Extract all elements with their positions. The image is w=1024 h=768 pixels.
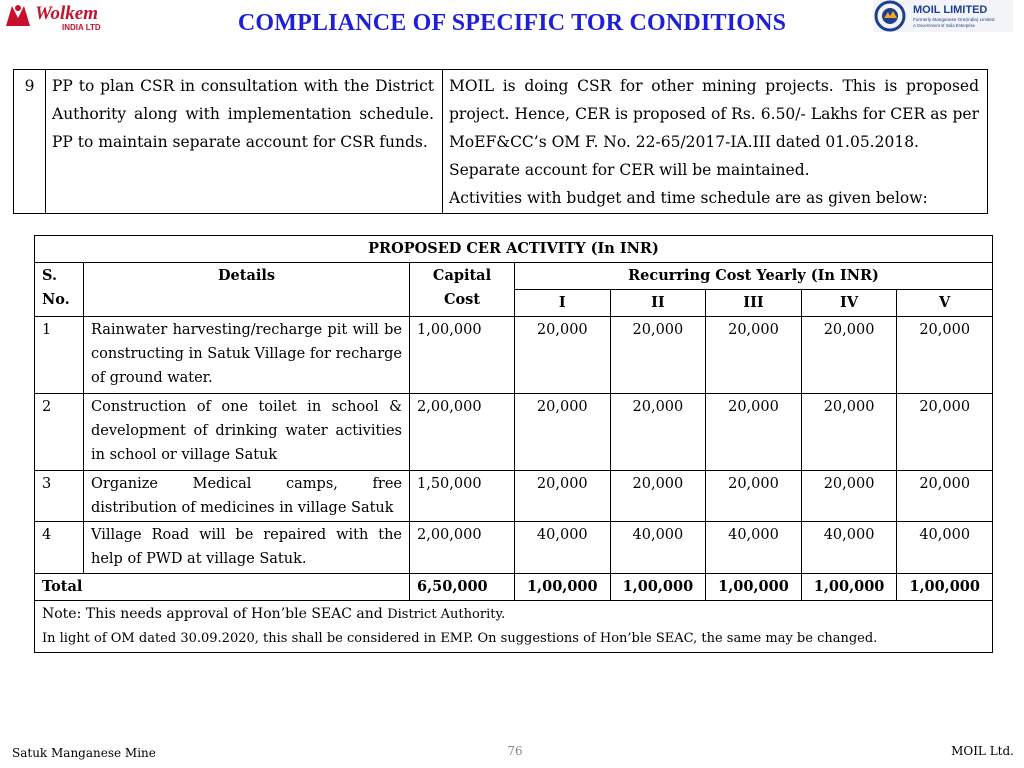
- row-capital-cost: 1,50,000: [410, 471, 515, 522]
- compliance-line: Separate account for CER will be maintained.: [449, 161, 810, 179]
- row-year-cost: 40,000: [610, 522, 706, 574]
- header-recurring-cost: Recurring Cost Yearly (In INR): [515, 263, 993, 290]
- page-number: 76: [507, 744, 523, 758]
- row-year-cost: 20,000: [515, 317, 611, 394]
- row-year-cost: 40,000: [515, 522, 611, 574]
- total-year-cost: 1,00,000: [515, 574, 611, 601]
- row-year-cost: 20,000: [706, 394, 802, 471]
- total-year-cost: 1,00,000: [801, 574, 897, 601]
- note-cell: [35, 601, 993, 653]
- header-year: I: [515, 290, 611, 317]
- table-row: [35, 522, 993, 574]
- row-details: Village Road will be repaired with the help of PWD at village Satuk.: [84, 522, 410, 574]
- header-sno: S. No.: [35, 263, 84, 317]
- row-year-cost: 20,000: [897, 317, 993, 394]
- row-year-cost: 20,000: [706, 317, 802, 394]
- total-label: Total: [35, 574, 410, 601]
- moil-logo: [873, 0, 1013, 32]
- wolkem-logo-subtext: INDIA LTD: [62, 23, 101, 32]
- row-year-cost: 40,000: [897, 522, 993, 574]
- row-year-cost: 40,000: [706, 522, 802, 574]
- note-text-authority: District Authority.: [387, 607, 506, 622]
- row-year-cost: 20,000: [897, 394, 993, 471]
- header-year: IV: [801, 290, 897, 317]
- row-capital-cost: 1,00,000: [410, 317, 515, 394]
- row-capital-cost: 2,00,000: [410, 522, 515, 574]
- tor-condition-table: [13, 69, 988, 214]
- moil-logo-text: MOIL LIMITED: [913, 4, 988, 16]
- moil-logo-subtext: Formerly Manganese Ore(India) Limited: [913, 17, 995, 22]
- row-details: Organize Medical camps, free distribution of medicines in village Satuk: [84, 471, 410, 522]
- note-text: Note: This needs approval of Hon’ble SEAC and: [42, 606, 388, 622]
- tor-condition-text: PP to plan CSR in consultation with the District Authority along with implementation schedule. PP to maintain separate account for CSR funds.: [46, 70, 443, 214]
- compliance-line: Activities with budget and time schedule are as given below:: [449, 189, 928, 207]
- row-year-cost: 20,000: [610, 317, 706, 394]
- row-year-cost: 40,000: [801, 522, 897, 574]
- wolkem-logo-text: Wolkem: [35, 3, 98, 24]
- total-year-cost: 1,00,000: [706, 574, 802, 601]
- tor-compliance: [443, 70, 988, 214]
- total-capital-cost: 6,50,000: [410, 574, 515, 601]
- footer-company: MOIL Ltd.: [951, 744, 1014, 758]
- row-year-cost: 20,000: [610, 394, 706, 471]
- row-sno: 2: [35, 394, 84, 471]
- row-year-cost: 20,000: [801, 394, 897, 471]
- row-year-cost: 20,000: [801, 317, 897, 394]
- compliance-line: MOIL is doing CSR for other mining projects. This is proposed project. Hence, CER is proposed of Rs. 6.50/- Lakhs for CER as per MoEF&CC’s OM F. No. 22-65/2017-IA.III dated 01.05.2018.: [449, 77, 979, 151]
- row-details: Construction of one toilet in school & development of drinking water activities in school or village Satuk: [84, 394, 410, 471]
- cer-activity-table: [34, 235, 993, 653]
- total-year-cost: 1,00,000: [897, 574, 993, 601]
- header-details: Details: [84, 263, 410, 317]
- cer-table-title: PROPOSED CER ACTIVITY (In INR): [35, 236, 993, 263]
- row-year-cost: 20,000: [801, 471, 897, 522]
- row-capital-cost: 2,00,000: [410, 394, 515, 471]
- note-line: [42, 602, 985, 627]
- header-year: III: [706, 290, 802, 317]
- page-title: COMPLIANCE OF SPECIFIC TOR CONDITIONS: [237, 10, 787, 36]
- tor-row: [14, 70, 988, 214]
- moil-logo-subtext-2: A Government of India Enterprise: [913, 23, 975, 28]
- footer-project-name: Satuk Manganese Mine: [12, 746, 156, 760]
- row-sno: 4: [35, 522, 84, 574]
- note-row: [35, 601, 993, 653]
- row-year-cost: 20,000: [706, 471, 802, 522]
- table-row: [35, 394, 993, 471]
- row-sno: 1: [35, 317, 84, 394]
- row-sno: 3: [35, 471, 84, 522]
- table-row: [35, 471, 993, 522]
- row-year-cost: 20,000: [897, 471, 993, 522]
- tor-number: 9: [14, 70, 46, 214]
- table-row: [35, 317, 993, 394]
- total-year-cost: 1,00,000: [610, 574, 706, 601]
- row-year-cost: 20,000: [515, 471, 611, 522]
- total-row: [35, 574, 993, 601]
- note-line: In light of OM dated 30.09.2020, this shall be considered in EMP. On suggestions of Hon’ble SEAC, the same may be changed.: [42, 631, 878, 646]
- header-year: II: [610, 290, 706, 317]
- row-year-cost: 20,000: [515, 394, 611, 471]
- row-details: Rainwater harvesting/recharge pit will be constructing in Satuk Village for recharge of ground water.: [84, 317, 410, 394]
- header-year: V: [897, 290, 993, 317]
- header-capital-cost: Capital Cost: [410, 263, 515, 317]
- row-year-cost: 20,000: [610, 471, 706, 522]
